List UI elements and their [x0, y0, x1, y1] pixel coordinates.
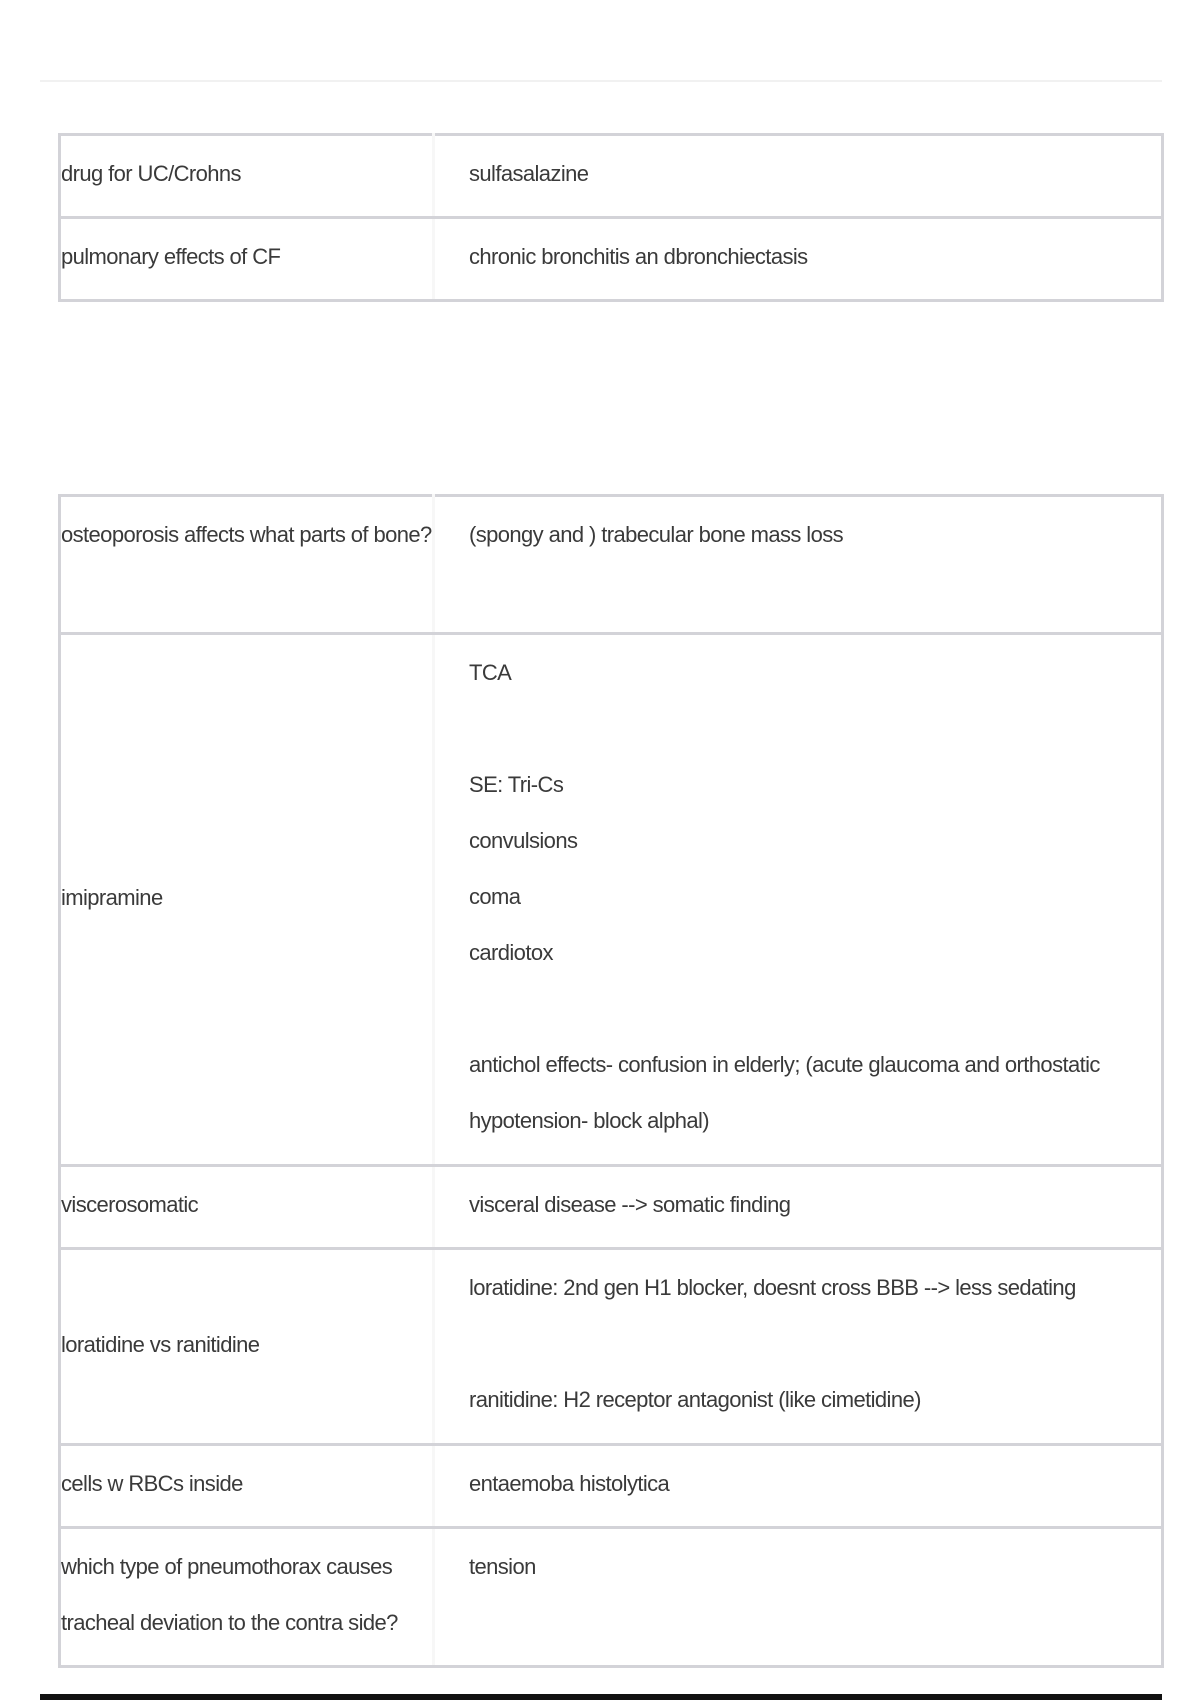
definition-line: antichol effects- confusion in elderly; (acute glaucoma and orthostatic [469, 1052, 1100, 1077]
definition-spacer [469, 1316, 1161, 1372]
flashcard-definition [434, 218, 1163, 301]
definition-line: TCA [469, 660, 512, 685]
definition-line: (spongy and ) trabecular bone mass loss [469, 522, 844, 547]
definition-spacer [469, 981, 1161, 1037]
bottom-divider [40, 1694, 1162, 1700]
flashcard-term: pulmonary effects of CF [60, 218, 434, 301]
definition-spacer [469, 701, 1161, 757]
flashcard-term: viscerosomatic [60, 1166, 434, 1249]
flashcard-table-2 [58, 494, 1164, 1668]
flashcard-row [60, 496, 1163, 634]
flashcard-term: drug for UC/Crohns [60, 135, 434, 218]
flashcard-row [60, 135, 1163, 218]
definition-line: visceral disease --> somatic finding [469, 1192, 791, 1217]
definition-line: cardiotox [469, 940, 553, 965]
flashcard-definition [434, 1249, 1163, 1445]
definition-line: ranitidine: H2 receptor antagonist (like cimetidine) [469, 1387, 921, 1412]
flashcard-definition [434, 496, 1163, 634]
flashcard-term: cells w RBCs inside [60, 1445, 434, 1528]
definition-line: coma [469, 884, 521, 909]
flashcard-definition [434, 135, 1163, 218]
flashcard-row [60, 1445, 1163, 1528]
flashcard-definition [434, 1528, 1163, 1667]
definition-line: loratidine: 2nd gen H1 blocker, doesnt cross BBB --> less sedating [469, 1275, 1076, 1300]
flashcard-row [60, 634, 1163, 1166]
flashcard-row [60, 1249, 1163, 1445]
definition-line: entaemoba histolytica [469, 1471, 670, 1496]
definition-line: convulsions [469, 828, 578, 853]
definition-line: tension [469, 1554, 536, 1579]
flashcard-term: loratidine vs ranitidine [60, 1249, 434, 1445]
flashcard-row [60, 1528, 1163, 1667]
flashcard-definition [434, 1445, 1163, 1528]
flashcard-term: imipramine [60, 634, 434, 1166]
flashcard-definition [434, 1166, 1163, 1249]
top-divider [40, 80, 1162, 82]
definition-line: chronic bronchitis an dbronchiectasis [469, 244, 808, 269]
flashcard-term: which type of pneumothorax causes tracheal deviation to the contra side? [60, 1528, 434, 1667]
flashcard-table-1 [58, 133, 1164, 302]
definition-line: hypotension- block alphal) [469, 1108, 709, 1133]
flashcard-term: osteoporosis affects what parts of bone? [60, 496, 434, 634]
flashcard-row [60, 218, 1163, 301]
definition-line: sulfasalazine [469, 161, 589, 186]
flashcard-row [60, 1166, 1163, 1249]
definition-line: SE: Tri-Cs [469, 772, 564, 797]
flashcard-definition [434, 634, 1163, 1166]
